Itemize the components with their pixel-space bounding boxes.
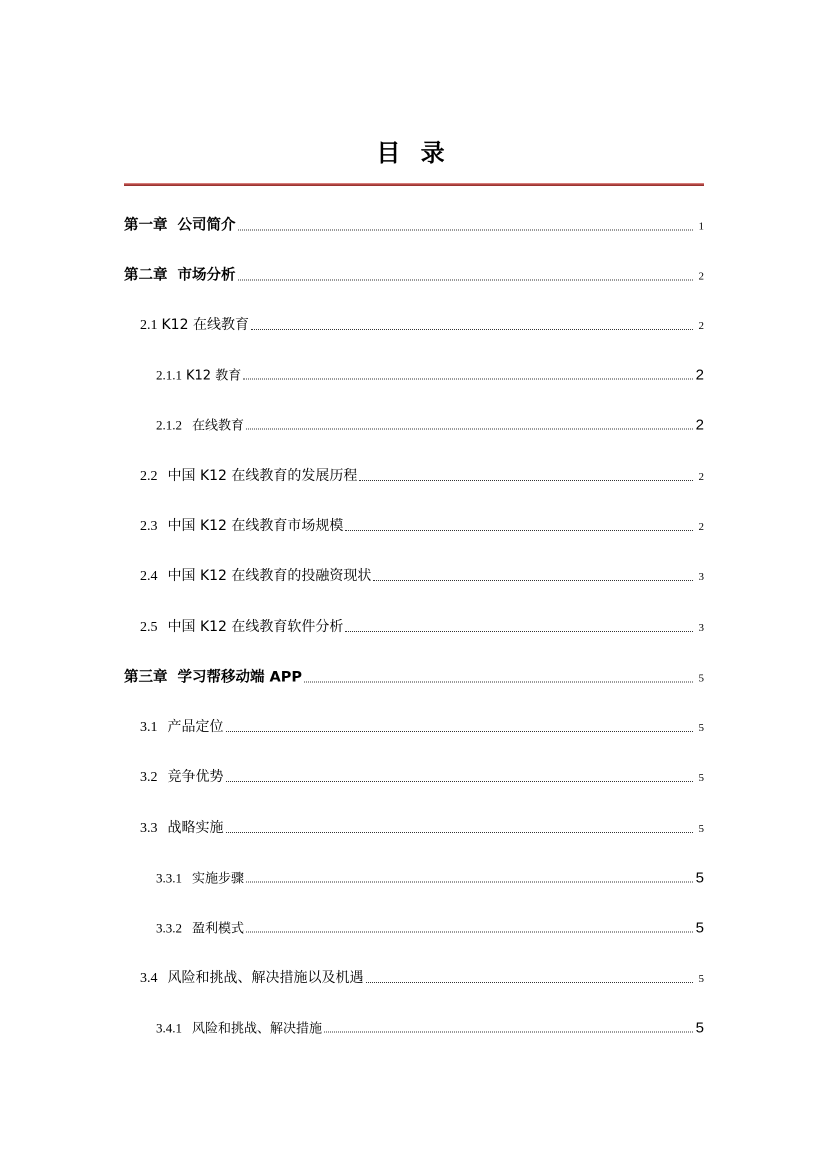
toc-entry-label: 市场分析 xyxy=(177,267,236,284)
toc-entry-page: 2 xyxy=(698,270,704,283)
toc-entry-page: 5 xyxy=(695,919,704,937)
toc-entry-label: 中国 K12 在线教育软件分析 xyxy=(167,619,344,635)
toc-entry-3-3-1[interactable] xyxy=(156,868,704,887)
dot-leader xyxy=(373,579,693,581)
toc-entry-2-1-1[interactable] xyxy=(156,365,704,384)
dot-leader xyxy=(246,881,693,883)
dot-leader xyxy=(304,681,693,683)
toc-entry-page: 5 xyxy=(698,672,704,685)
toc-entry-3-3[interactable] xyxy=(140,817,704,837)
toc-entry-2-1[interactable] xyxy=(140,314,704,334)
toc-entry-page: 5 xyxy=(695,869,704,887)
toc-entry-page: 5 xyxy=(698,973,704,985)
toc-entry-number: 第二章 xyxy=(124,267,168,284)
toc-entry-page: 5 xyxy=(695,1019,704,1037)
toc-entry-label: 中国 K12 在线教育市场规模 xyxy=(167,518,344,534)
dot-leader xyxy=(251,328,693,330)
dot-leader xyxy=(226,780,694,782)
dot-leader xyxy=(366,981,694,983)
toc-entry-number: 第三章 xyxy=(124,669,168,686)
toc-entry-number: 2.1.1 xyxy=(156,367,182,383)
toc-entry-3-2[interactable] xyxy=(140,766,704,786)
toc-entry-page: 1 xyxy=(698,220,704,233)
toc-entry-page: 2 xyxy=(698,521,704,533)
toc-entry-page: 3 xyxy=(698,571,704,583)
toc-entry-3-4[interactable] xyxy=(140,967,704,987)
toc-entry-number: 2.1 xyxy=(140,318,158,333)
toc-entry-2-4[interactable] xyxy=(140,565,704,585)
toc-entry-page: 2 xyxy=(695,366,704,384)
toc-entry-3-4-1[interactable] xyxy=(156,1018,704,1037)
toc-entry-number: 2.2 xyxy=(140,469,158,484)
toc-entry-number: 3.4 xyxy=(140,971,158,986)
toc-entry-label: 盈利模式 xyxy=(192,921,245,937)
toc-entry-label: 竞争优势 xyxy=(167,769,224,785)
toc-entry-2-2[interactable] xyxy=(140,465,704,485)
toc-entry-number: 3.4.1 xyxy=(156,1020,182,1036)
toc-entry-label: 战略实施 xyxy=(167,820,224,836)
dot-leader xyxy=(238,279,694,281)
toc-entry-label: K12 教育 xyxy=(186,368,242,384)
toc-entry-number: 3.3.2 xyxy=(156,920,182,936)
toc-entry-chapter-3[interactable] xyxy=(124,666,704,687)
toc-entry-label: 在线教育 xyxy=(192,418,245,434)
toc-entry-page: 5 xyxy=(698,823,704,835)
toc-entry-label: 实施步骤 xyxy=(192,871,245,887)
toc-entry-page: 2 xyxy=(695,416,704,434)
dot-leader xyxy=(243,378,692,380)
toc-entry-label: 中国 K12 在线教育的投融资现状 xyxy=(167,568,372,584)
dot-leader xyxy=(246,931,693,933)
dot-leader xyxy=(238,229,694,231)
dot-leader xyxy=(226,831,694,833)
dot-leader xyxy=(324,1031,693,1033)
toc-entry-2-1-2[interactable] xyxy=(156,415,704,434)
toc-entry-page: 3 xyxy=(698,622,704,634)
toc-entry-page: 2 xyxy=(698,471,704,483)
toc-entry-number: 2.3 xyxy=(140,519,158,534)
dot-leader xyxy=(359,479,693,481)
dot-leader xyxy=(226,730,694,732)
toc-entry-label: K12 在线教育 xyxy=(161,317,249,333)
toc-entry-label: 产品定位 xyxy=(167,719,224,735)
toc-entry-number: 3.3 xyxy=(140,821,158,836)
toc-entry-label: 学习帮移动端 APP xyxy=(177,669,303,686)
toc-entry-label: 风险和挑战、解决措施以及机遇 xyxy=(167,970,364,986)
toc-entry-number: 3.2 xyxy=(140,770,158,785)
toc-entry-chapter-1[interactable] xyxy=(124,214,704,235)
toc-entry-page: 2 xyxy=(698,320,704,332)
toc-entry-3-1[interactable] xyxy=(140,716,704,736)
toc-entry-chapter-2[interactable] xyxy=(124,264,704,285)
toc-entry-label: 中国 K12 在线教育的发展历程 xyxy=(167,468,358,484)
dot-leader xyxy=(246,428,693,430)
toc-entry-number: 2.4 xyxy=(140,569,158,584)
page-title: 目 录 xyxy=(376,139,451,167)
toc-entry-2-5[interactable] xyxy=(140,616,704,636)
toc-entry-label: 公司简介 xyxy=(177,217,236,234)
toc-entry-2-3[interactable] xyxy=(140,515,704,535)
toc-entry-number: 3.1 xyxy=(140,720,158,735)
toc-entry-number: 3.3.1 xyxy=(156,870,182,886)
dot-leader xyxy=(345,529,693,531)
toc-entry-number: 2.5 xyxy=(140,620,158,635)
title-divider xyxy=(124,183,704,186)
toc-entry-page: 5 xyxy=(698,772,704,784)
dot-leader xyxy=(345,630,693,632)
toc-entry-page: 5 xyxy=(698,722,704,734)
toc-entry-3-3-2[interactable] xyxy=(156,918,704,937)
toc-entry-label: 风险和挑战、解决措施 xyxy=(192,1021,323,1037)
toc-entry-number: 第一章 xyxy=(124,217,168,234)
toc-entry-number: 2.1.2 xyxy=(156,417,182,433)
